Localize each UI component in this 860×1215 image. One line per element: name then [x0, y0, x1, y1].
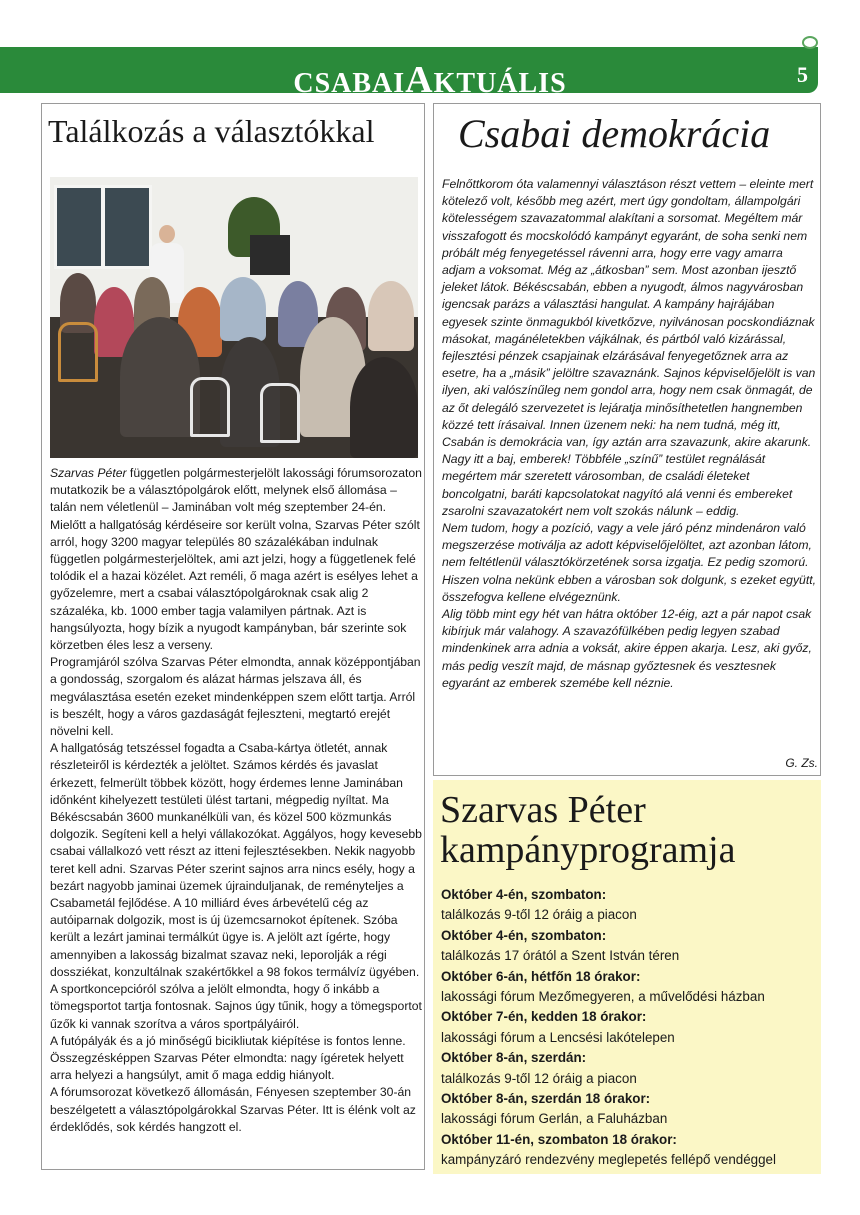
campaign-event	[441, 926, 821, 967]
article-paragraph: Szarvas Péter független polgármesterjelölt lakossági fórumsorozaton mutatkozik be a választópolgárok előtt, melynek első állomása – talán nem véletlenül – Jaminában volt még szeptember 24-én. Mielőtt a hallgatóság kérdéseire sor került volna, Szarvas Péter szólt arról, hogy 3200 magyar település 80 százalékában indulnak független polgármesterjelöltek, ami azt jelzi, hogy a függetlenek felé tolódik el a hazai közélet. Azt reméli, ő maga azért is esélyes lehet a győzelemre, mert a csabai választópolgároknak csak alig 2 százaléka, kb. 1000 ember tagja valamilyen pártnak. Azt is hangsúlyozta, hogy bízik a nyugodt kampányban, bár szerinte sok körzetben éles lesz a verseny.	[50, 466, 422, 653]
page-number: 5	[797, 62, 808, 87]
audience-person	[350, 357, 418, 458]
audience-person	[120, 317, 200, 437]
article-paragraph: Alig több mint egy hét van hátra október 12-éig, azt a pár napot csak kibírjuk már valahogy. A szavazófülkében pedig legyen szabad mindenkinek arra adnia a voksát, akire éppen akarja. Lesz, aki győz, más pedig veszít majd, de másnap győztesnek és vesztesnek egyaránt az emberek szemébe kell néznie.	[442, 607, 812, 690]
audience-person	[220, 277, 266, 341]
article-paragraph: Nagy itt a baj, emberek! Többféle „színű” testület regnálását megértem már szeretett városomban, de családi életeket boncolgatni, baráti kapcsolatokat nagyító alá venni és embereket zsarolni szavazatokért nem volt szokás nálunk – eddig.	[442, 452, 793, 518]
campaign-event	[441, 1089, 821, 1130]
campaign-event	[441, 1048, 821, 1089]
event-date: Október 11-én, szombaton 18 órakor:	[441, 1131, 677, 1147]
event-date: Október 4-én, szombaton:	[441, 927, 607, 943]
photo-chair	[190, 377, 230, 437]
author-signature: G. Zs.	[785, 756, 818, 770]
event-description: találkozás 9-től 12 óráig a piacon	[441, 1070, 637, 1086]
event-date: Október 4-én, szombaton:	[441, 887, 607, 902]
article-paragraph: A fórumsorozat következő állomásán, Fényesen szeptember 30-án beszélgetett a választópolgárokkal Szarvas Péter. Itt is élénk volt az érdeklődés, sok kérdés hangzott el.	[50, 1085, 416, 1134]
photo-speaker-box	[250, 235, 290, 275]
photo-window-right	[102, 185, 152, 269]
event-description: lakossági fórum Gerlán, a Faluházban	[441, 1111, 668, 1127]
right-article-body	[442, 176, 816, 692]
event-description: lakossági fórum a Lencsési lakótelepen	[441, 1029, 675, 1045]
title-initial: A	[405, 59, 434, 101]
audience-person	[368, 281, 414, 351]
event-description: találkozás 17 órától a Szent István téren	[441, 948, 680, 964]
right-article-title: Csabai demokrácia	[458, 111, 771, 156]
article-paragraph: A sportkoncepcióról szólva a jelölt elmondta, hogy ő inkább a tömegsportot tartja fontosnak. Sajnos úgy tűnik, hogy a tömegsportot űzők ki vannak szorítva a város sportpályáiról.	[50, 982, 422, 1031]
campaign-event	[441, 1130, 821, 1171]
event-description: találkozás 9-től 12 óráig a piacon	[441, 907, 637, 923]
article-paragraph: Nem tudom, hogy a pozíció, vagy a vele járó pénz mindenáron való megszerzése motiválja az adott képviselőjelöltet, azt azonban látom, nem feltétlenül választókörzetének sorsa izgatja. Ez pedig szomorú. Hiszen volna nekünk ebben a városban sok dolgunk, s ezeket együtt, összefogva kellene elvégeznünk.	[442, 521, 816, 604]
event-description: lakossági fórum Mezőmegyeren, a művelődési házban	[441, 989, 765, 1005]
photo-window-left	[54, 185, 104, 269]
swirl-logo-icon	[802, 36, 818, 49]
event-date: Október 6-án, hétfőn 18 órakor:	[441, 968, 641, 984]
event-date: Október 8-án, szerdán 18 órakor:	[441, 1091, 651, 1107]
article-paragraph: Felnőttkorom óta valamennyi választáson részt vettem – eleinte mert kötelező volt, később meg azért, mert úgy gondoltam, állampolgári kötelességem szavazatommal alakítani a sorsomat. Megéltem már visszafogott és mocskolódó kampányt egyaránt, de soha senki nem próbált még fenyegetéssel rávenni arra, hogy erre vagy amarra adjam a voksomat. Még az „átkosban” sem. Most azonban ijesztő jeleket látok. Békéscsabán, ebben a nyugodt, álmos nagyvárosban igencsak parázs a választási hangulat. A kampány hajrájában egyesek szinte önmagukból kivetkőzve, nyilvánosan pocskondiáznak másokat, magánéletekben vájkálnak, és pártból való kizárással, fejlesztési pénzek csapjainak elzárásával fenyegetőznek arra az esetre, ha a „másik” jelöltre szavaznánk. Sajnos képviselőjelölt is van ilyen, aki valószínűleg nem gondol arra, hogy nem csak önmagát, de az őt delegáló szervezetet is lejáratja minősíthetetlen hangnemben közzé tett írásaival. Innen üzenem neki: ha nem tudná, még itt, Csabán is demokrácia van, így aztán arra szavazunk, akire akarunk.	[442, 177, 816, 450]
title-prefix: CSABAI	[293, 68, 406, 99]
campaign-event-list	[441, 885, 821, 1171]
article-paragraph: Programjáról szólva Szarvas Péter elmondta, annak középpontjában a gondosság, szorgalom és alázat hármas jelszava áll, és megválasztása esetén ezeket mindenképpen szem előtt tartja. Arról is beszélt, hogy a város gazdaságát fejleszteni, megtartó erejét növelni kell.	[50, 655, 421, 739]
left-article-title: Találkozás a választókkal	[48, 113, 375, 149]
campaign-event	[441, 967, 821, 1008]
event-date: Október 7-én, kedden 18 órakor:	[441, 1009, 647, 1025]
photo-chair	[58, 322, 98, 382]
event-description: kampányzáró rendezvény meglepetés fellépő vendéggel	[441, 1152, 776, 1168]
campaign-event	[441, 1007, 821, 1048]
event-date: Október 8-án, szerdán:	[441, 1050, 587, 1066]
photo-chair	[260, 383, 300, 443]
paragraph-lead: Szarvas Péter	[50, 466, 127, 480]
title-rest: KTUÁLIS	[433, 68, 567, 99]
publication-title	[0, 58, 860, 102]
campaign-title: Szarvas Péter kampányprogramja	[440, 789, 736, 871]
campaign-event	[441, 885, 821, 926]
left-article-body	[50, 465, 424, 1136]
article-paragraph: A hallgatóság tetszéssel fogadta a Csaba-kártya ötletét, annak részleteiről is kérdezték a jelöltet. Számos kérdés és javaslat érkezett, felmerült többek között, hogy érdemes lenne Jaminában időnként kihelyezett testületi ülést tartani, mégpedig nyíltat. Ma Békéscsabán 3600 munkanélküli van, és közel 500 közmunkás dolgozik. Segíteni kell a helyi vállakozókat. Aggályos, hogy kevesebb csabai vállalkozó vett részt az itteni fejlesztésekben. Nekik nagyobb teret kell adni. Szarvas Péter szerint sajnos arra nincs esély, hogy a bezárt nagyobb jaminai üzemek újrainduljanak, de reményteljes a Csabametál fejlődése. A 10 milliárd éves árbevételű cég az autóiparnak dolgozik, most is új üzemcsarnokot építenek. Szóba került a lezárt jaminai termálkút ügye is. A jelölt azt ígérte, hogy amennyiben a lakosság bizalmat szavaz neki, leporolják a régi dossziékat, konzultálnak szakértőkkel a 98 fokos termálvíz ügyében.	[50, 741, 422, 979]
article-paragraph: A futópályák és a jó minőségű bicikliutak kiépítése is fontos lenne. Összegzésképpen Szarvas Péter elmondta: nagy ígéretek helyett arra helyezi a hangsúlyt, amit ő maga eddig hiányolt.	[50, 1033, 406, 1083]
forum-photo	[50, 177, 418, 458]
